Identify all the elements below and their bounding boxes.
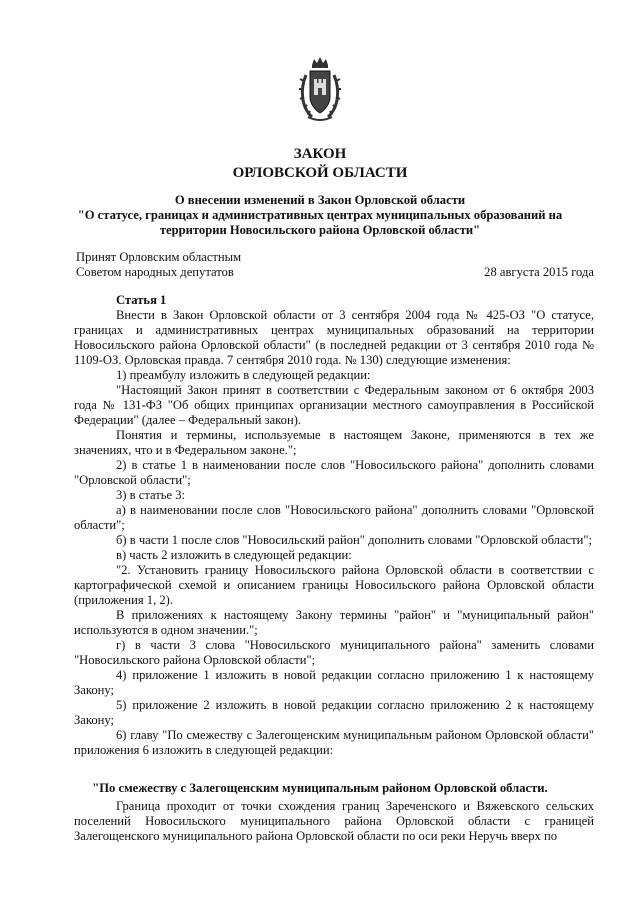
adoption-date: 28 августа 2015 года bbox=[484, 265, 594, 279]
article-paragraph: В приложениях к настоящему Закону термины "район" и "муниципальный район" используются в одном значении."; bbox=[74, 608, 594, 637]
article-paragraph: г) в части 3 слова "Новосильского муниципального района" заменить словами "Новосильского района Орловской области"; bbox=[74, 638, 594, 667]
article-paragraph: 6) главу "По смежеству с Залегощенским муниципальным районом Орловской области" приложения 6 изложить в следующей редакции: bbox=[74, 728, 594, 757]
article-paragraph: Понятия и термины, используемые в настоящем Законе, применяются в тех же значениях, что и в Федеральном законе."; bbox=[74, 428, 594, 457]
article-paragraph: "2. Установить границу Новосильского района Орловской области в соответствии с картографической схемой и описанием границы Новосильского района Орловской области (приложения 1, 2). bbox=[74, 563, 594, 607]
adoption-info bbox=[76, 250, 241, 280]
article-paragraph: 5) приложение 2 изложить в новой редакции согласно приложению 2 к настоящему Закону; bbox=[74, 698, 594, 727]
article-paragraph: в) часть 2 изложить в следующей редакции: bbox=[116, 548, 352, 562]
law-subtitle bbox=[60, 193, 580, 238]
adoption-line: Советом народных депутатов bbox=[76, 265, 234, 279]
article-paragraph: 1) преамбулу изложить в следующей редакции: bbox=[116, 368, 371, 382]
adoption-line: Принят Орловским областным bbox=[76, 250, 242, 264]
article-paragraph: "Настоящий Закон принят в соответствии с Федеральным законом от 6 октября 2003 года № 131-ФЗ "Об общих принципах организации местного самоуправления в Российской Федерации" (далее – Федеральный закон). bbox=[74, 383, 594, 427]
article-paragraph: 3) в статье 3: bbox=[116, 488, 186, 502]
article-paragraph: а) в наименовании после слов "Новосильского района" дополнить словами "Орловской области"; bbox=[74, 503, 594, 532]
article-paragraph: 2) в статье 1 в наименовании после слов "Новосильского района" дополнить словами "Орловской области"; bbox=[74, 458, 594, 487]
article-paragraph: 4) приложение 1 изложить в новой редакции согласно приложению 1 к настоящему Закону; bbox=[74, 668, 594, 697]
article-body bbox=[74, 293, 594, 758]
section-paragraph: Граница проходит от точки схождения границ Зареченского и Вяжевского сельских поселений Новосильского муниципального района Орловской области с границей Залегощенского муниципального района Орловской области по оси реки Неручь вверх по bbox=[74, 799, 594, 843]
coat-of-arms-icon bbox=[298, 55, 342, 125]
article-paragraph: б) в части 1 после слов "Новосильский район" дополнить словами "Орловской области"; bbox=[116, 533, 593, 547]
subtitle-line: "О статусе, границах и административных центрах муниципальных образований на bbox=[77, 208, 563, 222]
subtitle-line: О внесении изменений в Закон Орловской области bbox=[174, 193, 466, 207]
article-paragraph: Внести в Закон Орловской области от 3 сентября 2004 года № 425-ОЗ "О статусе, границах и административных центрах муниципальных образований на территории Новосильского района Орловской области" (в последней редакции от 3 сентября 2010 года № 1109-ОЗ. Орловская правда. 7 сентября 2010 года. № 130) следующие изменения: bbox=[74, 308, 594, 367]
section-heading: "По смежеству с Залегощенским муниципальным районом Орловской области. bbox=[92, 781, 548, 795]
law-region-title: ОРЛОВСКОЙ ОБЛАСТИ bbox=[232, 165, 408, 181]
section-body bbox=[74, 799, 594, 844]
subtitle-line: территории Новосильского района Орловской области" bbox=[159, 223, 481, 237]
law-title: ЗАКОН bbox=[293, 146, 347, 162]
article-heading: Статья 1 bbox=[116, 293, 167, 307]
